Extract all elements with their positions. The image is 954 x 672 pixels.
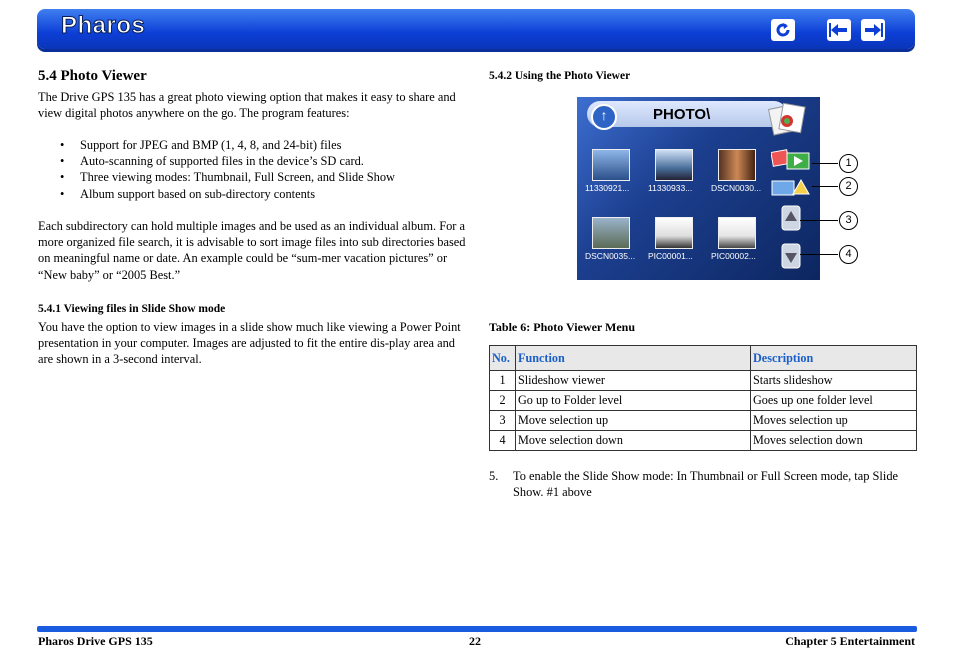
slideshow-heading: 5.4.1 Viewing files in Slide Show mode <box>38 303 226 315</box>
slideshow-paragraph: You have the option to view images in a slide show much like viewing a Power Point presentation in your computer. Images are adjusted to fit the entire dis-play area and are shown in a 3-second interval. <box>38 320 461 367</box>
album-paragraph: Each subdirectory can hold multiple images and be used as an individual album. For a more organized file search, it is advisable to sort image files into sub directories based on meaningful name or date. An example could be “sum-mer vacation pictures” or “New baby” or “2005 Best.” <box>38 219 466 282</box>
table-row <box>490 391 917 411</box>
list-item: • Three viewing modes: Thumbnail, Full Screen, and Slide Show <box>38 169 395 185</box>
next-page-button[interactable] <box>861 19 885 41</box>
cell-description: Starts slideshow <box>751 371 917 391</box>
viewer-heading: 5.4.2 Using the Photo Viewer <box>489 70 631 82</box>
cell-function: Move selection down <box>516 431 751 451</box>
cell-function: Slideshow viewer <box>516 371 751 391</box>
footer-bar <box>37 626 917 632</box>
photo-thumbnail <box>592 217 630 249</box>
thumbnail-caption: DSCN0030... <box>711 183 762 193</box>
thumbnail-caption: PIC00001... <box>648 251 693 261</box>
list-item: • Album support based on sub-directory contents <box>38 186 395 202</box>
callout-line <box>800 254 838 255</box>
scroll-up-icon[interactable] <box>781 205 801 231</box>
header-description: Description <box>751 346 917 371</box>
photo-viewer-screenshot <box>577 97 820 280</box>
arrow-left-icon <box>829 21 849 39</box>
photo-thumbnail <box>655 217 693 249</box>
callout-3: 3 <box>839 211 858 230</box>
table-row <box>490 371 917 391</box>
callout-line <box>812 163 838 164</box>
intro-paragraph: The Drive GPS 135 has a great photo viewing option that makes it easy to share and view digital photos anywhere on the go. The program features: <box>38 90 456 121</box>
thumbnail[interactable] <box>585 149 637 195</box>
thumbnail-caption: 11330933... <box>648 183 693 193</box>
folder-up-icon[interactable] <box>771 177 811 197</box>
cell-function: Go up to Folder level <box>516 391 751 411</box>
step-text: To enable the Slide Show mode: In Thumbnail or Full Screen mode, tap Slide Show. #1 above <box>513 469 899 500</box>
footer-chapter: Chapter 5 Entertainment <box>785 634 915 648</box>
step-number: 5. <box>489 469 499 483</box>
header-bar <box>37 9 915 49</box>
table-caption: Table 6: Photo Viewer Menu <box>489 320 635 334</box>
callout-line <box>800 220 838 221</box>
album-icon <box>767 99 807 137</box>
callout-2: 2 <box>839 177 858 196</box>
thumbnail-caption: PIC00002... <box>711 251 756 261</box>
back-button[interactable] <box>771 19 795 41</box>
cell-function: Move selection up <box>516 411 751 431</box>
screen-title: PHOTO\ <box>653 106 711 123</box>
thumbnail[interactable] <box>648 217 700 263</box>
table-row <box>490 431 917 451</box>
cell-description: Moves selection down <box>751 431 917 451</box>
cell-description: Moves selection up <box>751 411 917 431</box>
up-arrow-icon[interactable]: ↑ <box>591 104 617 130</box>
table-row <box>490 411 917 431</box>
footer-title: Pharos Drive GPS 135 <box>38 634 153 648</box>
cell-no: 4 <box>490 431 516 451</box>
cell-no: 1 <box>490 371 516 391</box>
cell-no: 2 <box>490 391 516 411</box>
thumbnail[interactable] <box>711 217 763 263</box>
return-icon <box>774 21 792 39</box>
thumbnail-caption: 11330921... <box>585 183 630 193</box>
callout-1: 1 <box>839 154 858 173</box>
photo-thumbnail <box>718 217 756 249</box>
header-function: Function <box>516 346 751 371</box>
callout-line <box>812 186 838 187</box>
cell-no: 3 <box>490 411 516 431</box>
screen-title-bar <box>587 101 787 127</box>
thumbnail[interactable] <box>585 217 637 263</box>
arrow-right-icon <box>863 21 883 39</box>
feature-list <box>38 137 395 202</box>
photo-thumbnail <box>718 149 756 181</box>
thumbnail[interactable] <box>711 149 763 195</box>
photo-thumbnail <box>592 149 630 181</box>
photo-thumbnail <box>655 149 693 181</box>
table-header-row <box>490 346 917 371</box>
page-number: 22 <box>469 634 481 648</box>
prev-page-button[interactable] <box>827 19 851 41</box>
list-item: • Support for JPEG and BMP (1, 4, 8, and 24-bit) files <box>38 137 395 153</box>
cell-description: Goes up one folder level <box>751 391 917 411</box>
slideshow-icon[interactable] <box>771 149 811 171</box>
section-heading: 5.4 Photo Viewer <box>38 68 147 84</box>
callout-4: 4 <box>839 245 858 264</box>
list-item: • Auto-scanning of supported files in the device’s SD card. <box>38 153 395 169</box>
photo-viewer-menu-table <box>489 345 917 451</box>
scroll-down-icon[interactable] <box>781 243 801 269</box>
thumbnail[interactable] <box>648 149 700 195</box>
thumbnail-caption: DSCN0035... <box>585 251 636 261</box>
brand-logo: Pharos <box>61 12 146 39</box>
header-no: No. <box>490 346 516 371</box>
